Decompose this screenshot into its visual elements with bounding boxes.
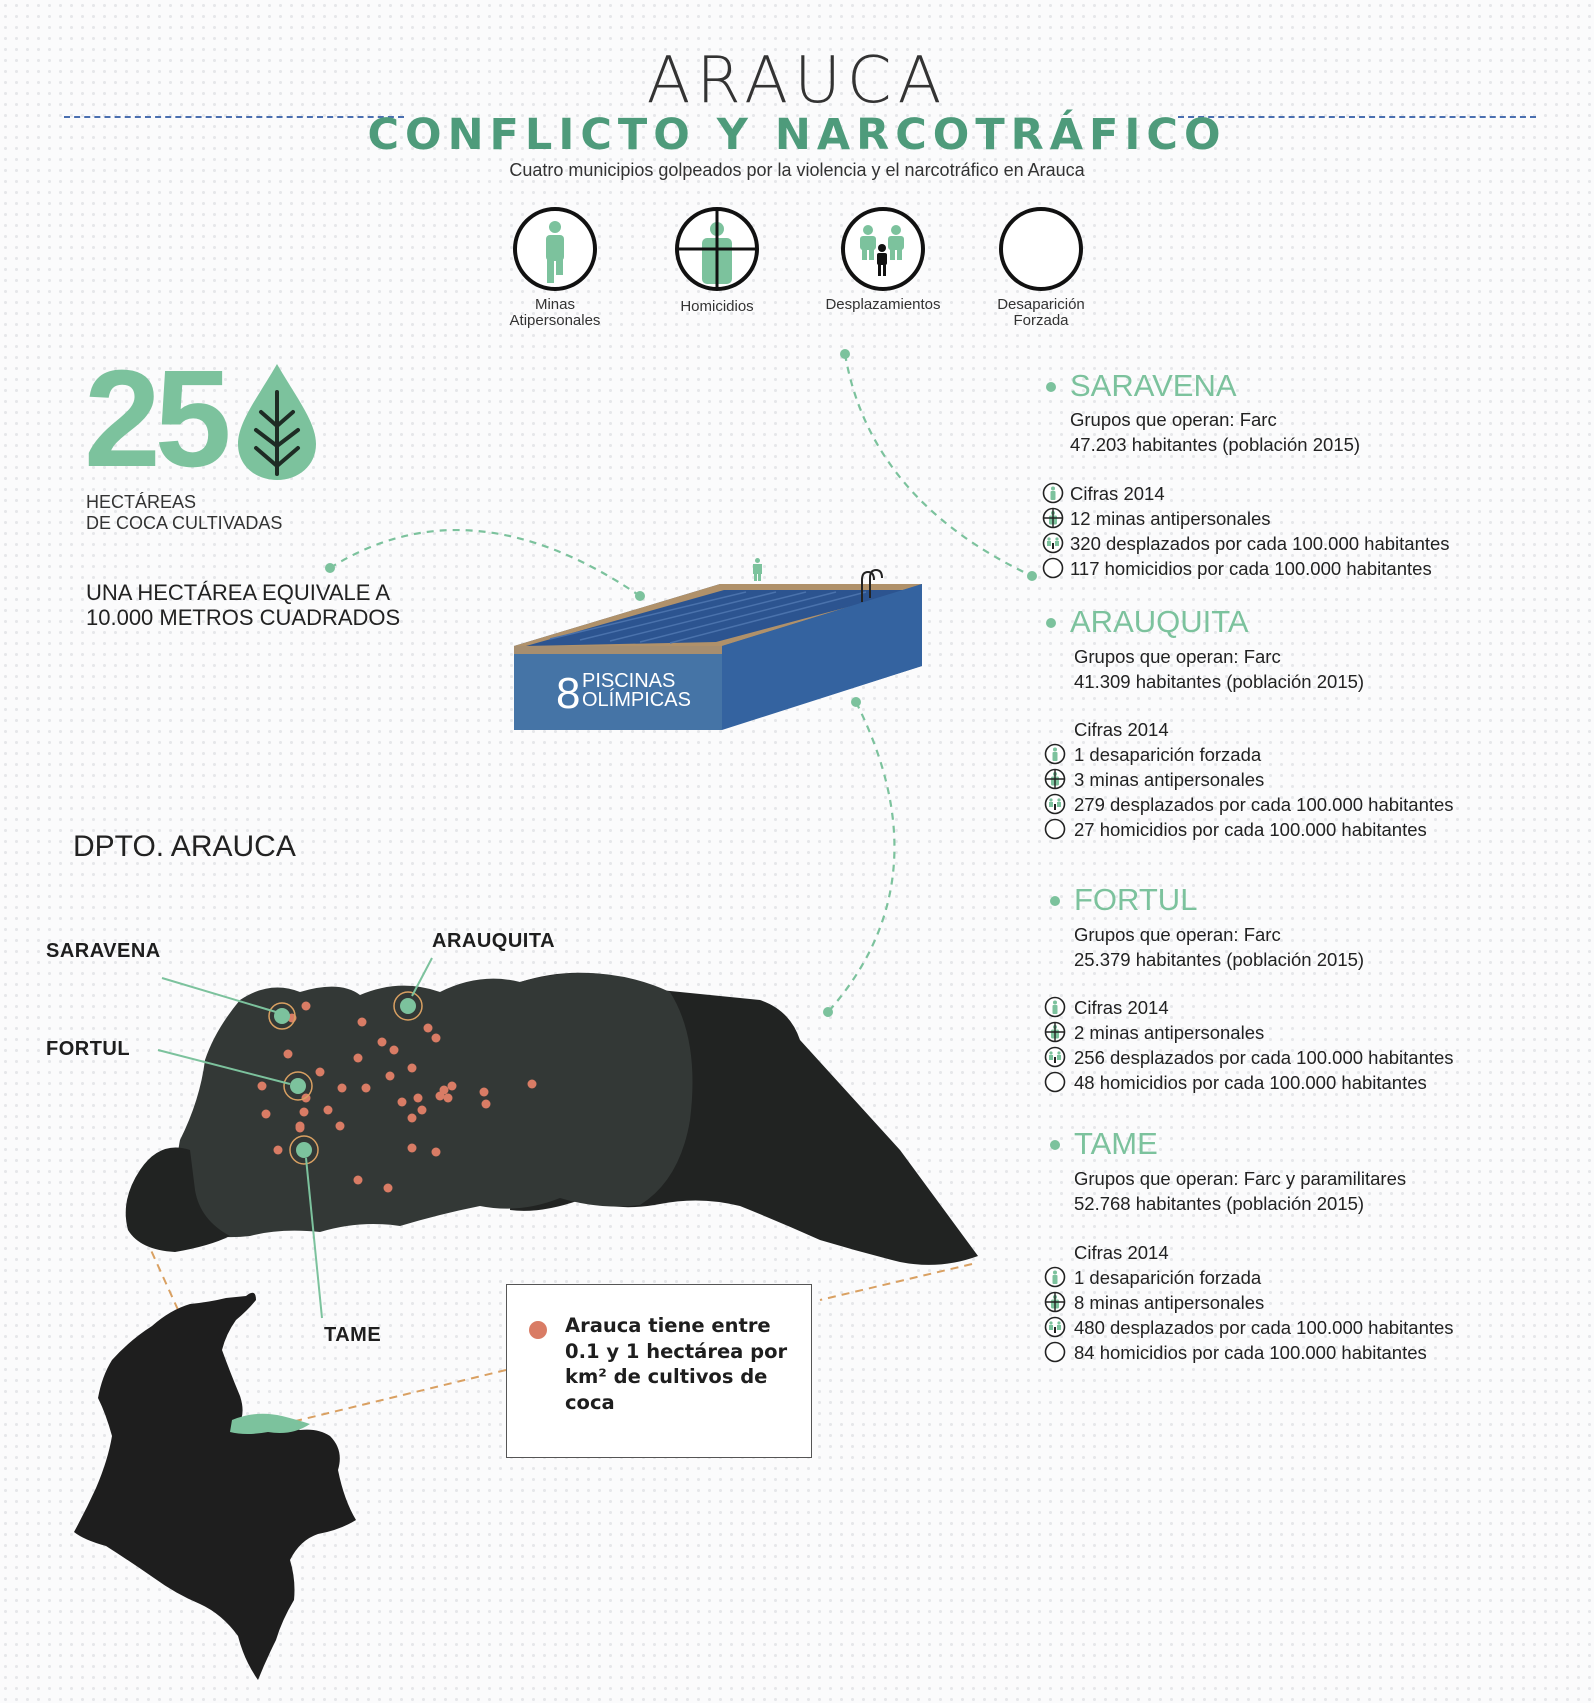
icon-label-line: Desaparición (997, 296, 1085, 313)
stat-homicidios: 117 homicidios por cada 100.000 habitantes (1070, 558, 1432, 579)
municipio-habitantes: 47.203 habitantes (población 2015) (1070, 434, 1361, 455)
pool-label-line1: PISCINAS (582, 670, 676, 692)
municipio-name: SARAVENA (1070, 368, 1237, 403)
coca-dot-icon (529, 1321, 547, 1339)
coca-label-line: DE COCA CULTIVADAS (86, 513, 283, 533)
coca-density-legend (506, 1284, 812, 1458)
municipio-name: TAME (1074, 1126, 1158, 1161)
municipio-cifras: Cifras 2014 (1070, 483, 1165, 504)
page-subtitle: CONFLICTO Y NARCOTRÁFICO (367, 110, 1227, 160)
stat-homicidios: 27 homicidios por cada 100.000 habitantes (1074, 819, 1427, 840)
municipio-habitantes: 52.768 habitantes (población 2015) (1074, 1193, 1365, 1214)
equiv-line: UNA HECTÁREA EQUIVALE A (86, 580, 391, 605)
stat-desplazados: 256 desplazados por cada 100.000 habitantes (1074, 1047, 1454, 1068)
stat-desaparicion: 1 desaparición forzada (1074, 1267, 1262, 1288)
stat-minas: 12 minas antipersonales (1070, 508, 1271, 529)
stat-desplazados: 279 desplazados por cada 100.000 habitantes (1074, 794, 1454, 815)
map-label-fortul: FORTUL (46, 1038, 131, 1060)
municipio-cifras: Cifras 2014 (1074, 997, 1169, 1018)
stat-desplazados: 480 desplazados por cada 100.000 habitantes (1074, 1317, 1454, 1338)
coca-hectares-number: 25 (84, 342, 226, 496)
municipio-grupos: Grupos que operan: Farc y paramilitares (1074, 1168, 1407, 1189)
map-label-tame: TAME (324, 1324, 382, 1346)
stat-minas: 2 minas antipersonales (1074, 1022, 1265, 1043)
municipio-name: ARAUQUITA (1070, 604, 1249, 639)
municipio-grupos: Grupos que operan: Farc (1074, 924, 1281, 945)
pool-label-line2: OLÍMPICAS (582, 689, 691, 711)
stat-desaparicion: 1 desaparición forzada (1074, 744, 1262, 765)
stat-desplazados: 320 desplazados por cada 100.000 habitantes (1070, 533, 1450, 554)
equiv-line: 10.000 METROS CUADRADOS (86, 605, 401, 630)
municipio-grupos: Grupos que operan: Farc (1074, 646, 1281, 667)
map-label-arauquita: ARAUQUITA (432, 930, 556, 952)
pool-count: 8 (556, 669, 581, 718)
stat-homicidios: 48 homicidios por cada 100.000 habitantes (1074, 1072, 1427, 1093)
municipio-habitantes: 41.309 habitantes (población 2015) (1074, 671, 1365, 692)
municipio-cifras: Cifras 2014 (1074, 1242, 1169, 1263)
map-label-saravena: SARAVENA (46, 940, 161, 962)
stat-minas: 3 minas antipersonales (1074, 769, 1265, 790)
stat-minas: 8 minas antipersonales (1074, 1292, 1265, 1313)
municipio-grupos: Grupos que operan: Farc (1070, 409, 1277, 430)
icon-label-homicidios: Homicidios (680, 298, 754, 315)
legend-line: 0.1 y 1 hectárea por (565, 1339, 788, 1363)
icon-label-line: Minas (534, 296, 575, 313)
page-description: Cuatro municipios golpeados por la violencia y el narcotráfico en Arauca (509, 160, 1085, 180)
stat-homicidios: 84 homicidios por cada 100.000 habitantes (1074, 1342, 1427, 1363)
municipio-name: FORTUL (1074, 882, 1198, 917)
icon-label-desplazamientos: Desplazamientos (825, 296, 941, 313)
page-title: ARAUCA (646, 44, 948, 118)
legend-line: km² de cultivos de (565, 1365, 768, 1388)
map-title: DPTO. ARAUCA (73, 830, 296, 863)
legend-text (565, 1313, 805, 1415)
icon-label-line: Atipersonales (509, 312, 601, 329)
municipio-cifras: Cifras 2014 (1074, 719, 1169, 740)
legend-line: coca (565, 1390, 615, 1414)
municipio-habitantes: 25.379 habitantes (población 2015) (1074, 949, 1365, 970)
legend-line: Arauca tiene entre (565, 1314, 771, 1337)
coca-label-line: HECTÁREAS (86, 492, 197, 512)
icon-label-line: Forzada (1013, 312, 1069, 329)
